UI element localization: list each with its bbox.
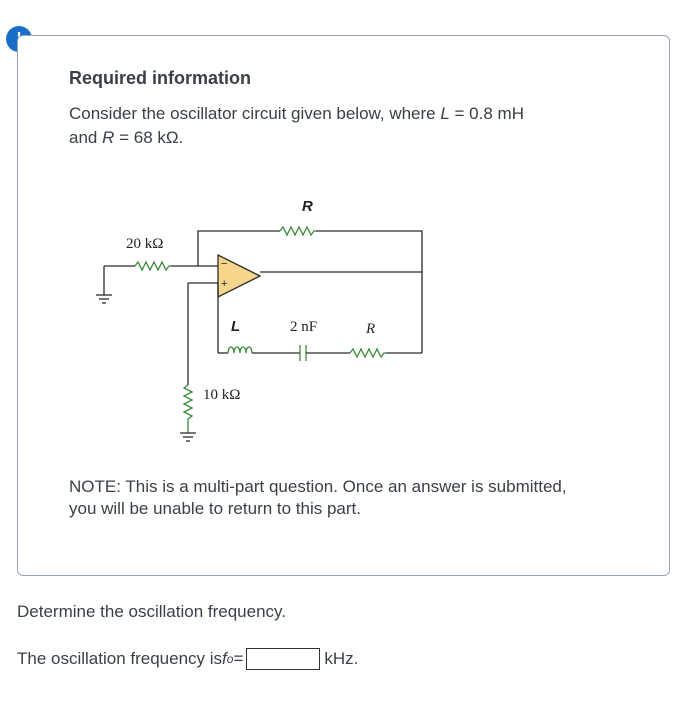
opamp-minus-label: − <box>221 258 228 270</box>
required-info-title: Required information <box>69 68 252 88</box>
inductor-label: L <box>231 318 241 335</box>
problem-description: Consider the oscillator circuit given below, where L = 0.8 mH and R = 68 kΩ. <box>69 104 524 147</box>
multi-part-note: NOTE: This is a multi-part question. Once an answer is submitted, you will be unable to return to this part. <box>69 477 567 518</box>
answer-label: The oscillation frequency is <box>17 649 223 668</box>
r-input-label: 20 kΩ <box>126 236 164 252</box>
answer-row <box>17 648 358 670</box>
r-right-label: R <box>366 321 376 337</box>
r-top-label: R <box>302 198 313 215</box>
capacitor-label: 2 nF <box>290 319 318 335</box>
equals-sign: = <box>233 649 244 668</box>
unit-label: kHz. <box>324 649 359 668</box>
frequency-answer-input[interactable] <box>246 648 320 670</box>
opamp-plus-label: + <box>221 278 228 290</box>
frequency-subscript: o <box>226 652 234 666</box>
frequency-symbol: f <box>222 649 227 668</box>
question-prompt: Determine the oscillation frequency. <box>17 602 286 621</box>
oscillator-circuit-diagram <box>90 185 435 450</box>
r-bottom-label: 10 kΩ <box>203 387 241 403</box>
